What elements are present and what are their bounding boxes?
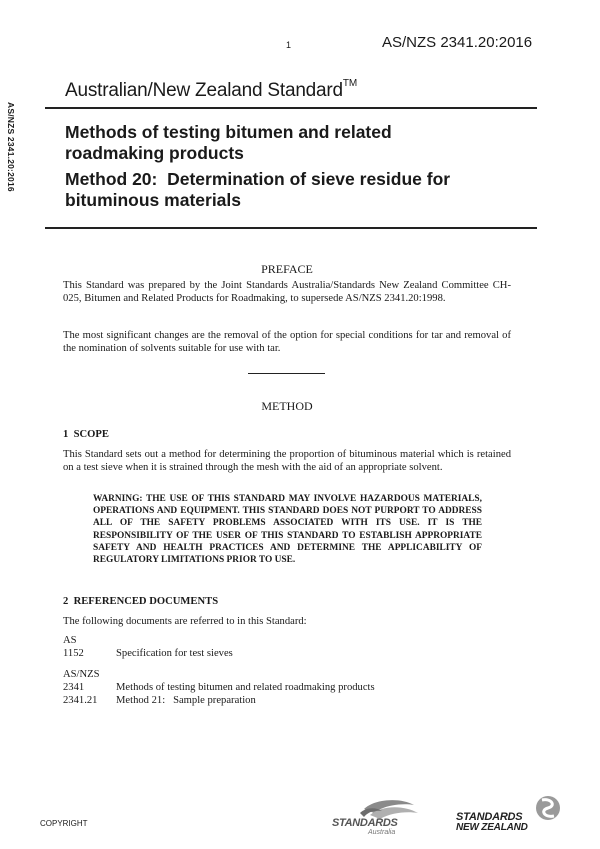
section-divider	[248, 373, 325, 374]
reference-number: 2341.21	[63, 695, 98, 706]
page-number: 1	[286, 40, 292, 50]
method-heading: METHOD	[261, 399, 313, 413]
side-label: AS/NZS 2341.20:2016	[6, 102, 16, 192]
reference-row	[63, 694, 375, 707]
reference-title: Specification for test sieves	[116, 648, 233, 659]
warning-notice: WARNING: THE USE OF THIS STANDARD MAY INVOLVE HAZARDOUS MATERIALS, OPERATIONS AND EQUIPMENT. THIS STANDARD DOES NOT PURPORT TO ADDRESS ALL OF THE SAFETY PROBLEMS ASSOCIATED WITH ITS USE. IT IS THE RESPONSIBILITY OF THE USER OF THIS STANDARD TO ESTABLISH APPROPRIATE SAFETY AND HEALTH PRACTICES AND DETERMINE THE APPLICABILITY OF REGULATORY LIMITATIONS PRIOR TO USE.	[93, 494, 482, 566]
document-title	[65, 122, 535, 211]
standards-new-zealand-logo	[456, 794, 566, 836]
standards-australia-logo	[330, 797, 426, 837]
scope-paragraph: This Standard sets out a method for determining the proportion of bituminous material which is retained on a test sieve when it is strained through the mesh with the aid of an appropriate solvent.	[63, 449, 511, 473]
scope-heading: 1 SCOPE	[63, 429, 109, 440]
reference-row	[63, 647, 233, 660]
reference-prefix: AS/NZS	[63, 669, 100, 680]
reference-group-as	[63, 634, 233, 660]
standard-title	[65, 80, 357, 102]
sa-wordmark: STANDARDS	[332, 817, 398, 829]
title-rule-bottom	[45, 227, 537, 229]
references-intro: The following documents are referred to in this Standard:	[63, 616, 307, 627]
reference-number: 2341	[63, 682, 85, 693]
snz-wordmark-line-2: NEW ZEALAND	[456, 822, 528, 833]
references-heading: 2 REFERENCED DOCUMENTS	[63, 596, 219, 607]
standard-id: AS/NZS 2341.20:2016	[382, 34, 533, 51]
reference-title: Methods of testing bitumen and related roadmaking products	[116, 682, 375, 693]
title-line-1: Methods of testing bitumen and related	[65, 122, 392, 142]
reference-group-asnzs	[63, 668, 375, 707]
title-line-2: roadmaking products	[65, 143, 244, 163]
sa-sub: Australia	[368, 829, 396, 836]
preface-paragraph-2: The most significant changes are the removal of the option for special conditions for tar and removal of the nomination of solvents suitable for use with tar.	[63, 330, 511, 354]
copyright-label: COPYRIGHT	[40, 819, 88, 828]
preface-paragraph-1: This Standard was prepared by the Joint Standards Australia/Standards New Zealand Committee CH-025, Bitumen and Related Products for Roadmaking, to supersede AS/NZS 2341.20:1998.	[63, 280, 511, 304]
preface-heading: PREFACE	[261, 262, 313, 276]
standard-title-text: Australian/New Zealand Standard	[65, 80, 343, 101]
reference-row	[63, 681, 375, 694]
title-rule-top	[45, 107, 537, 109]
reference-prefix: AS	[63, 635, 77, 646]
trademark-mark: TM	[342, 78, 357, 89]
reference-number: 1152	[63, 648, 84, 659]
snz-wordmark-line-1: STANDARDS	[456, 811, 523, 823]
reference-title: Method 21: Sample preparation	[116, 695, 256, 706]
title-line-3: Method 20: Determination of sieve residue for	[65, 169, 451, 189]
title-line-4: bituminous materials	[65, 190, 242, 210]
